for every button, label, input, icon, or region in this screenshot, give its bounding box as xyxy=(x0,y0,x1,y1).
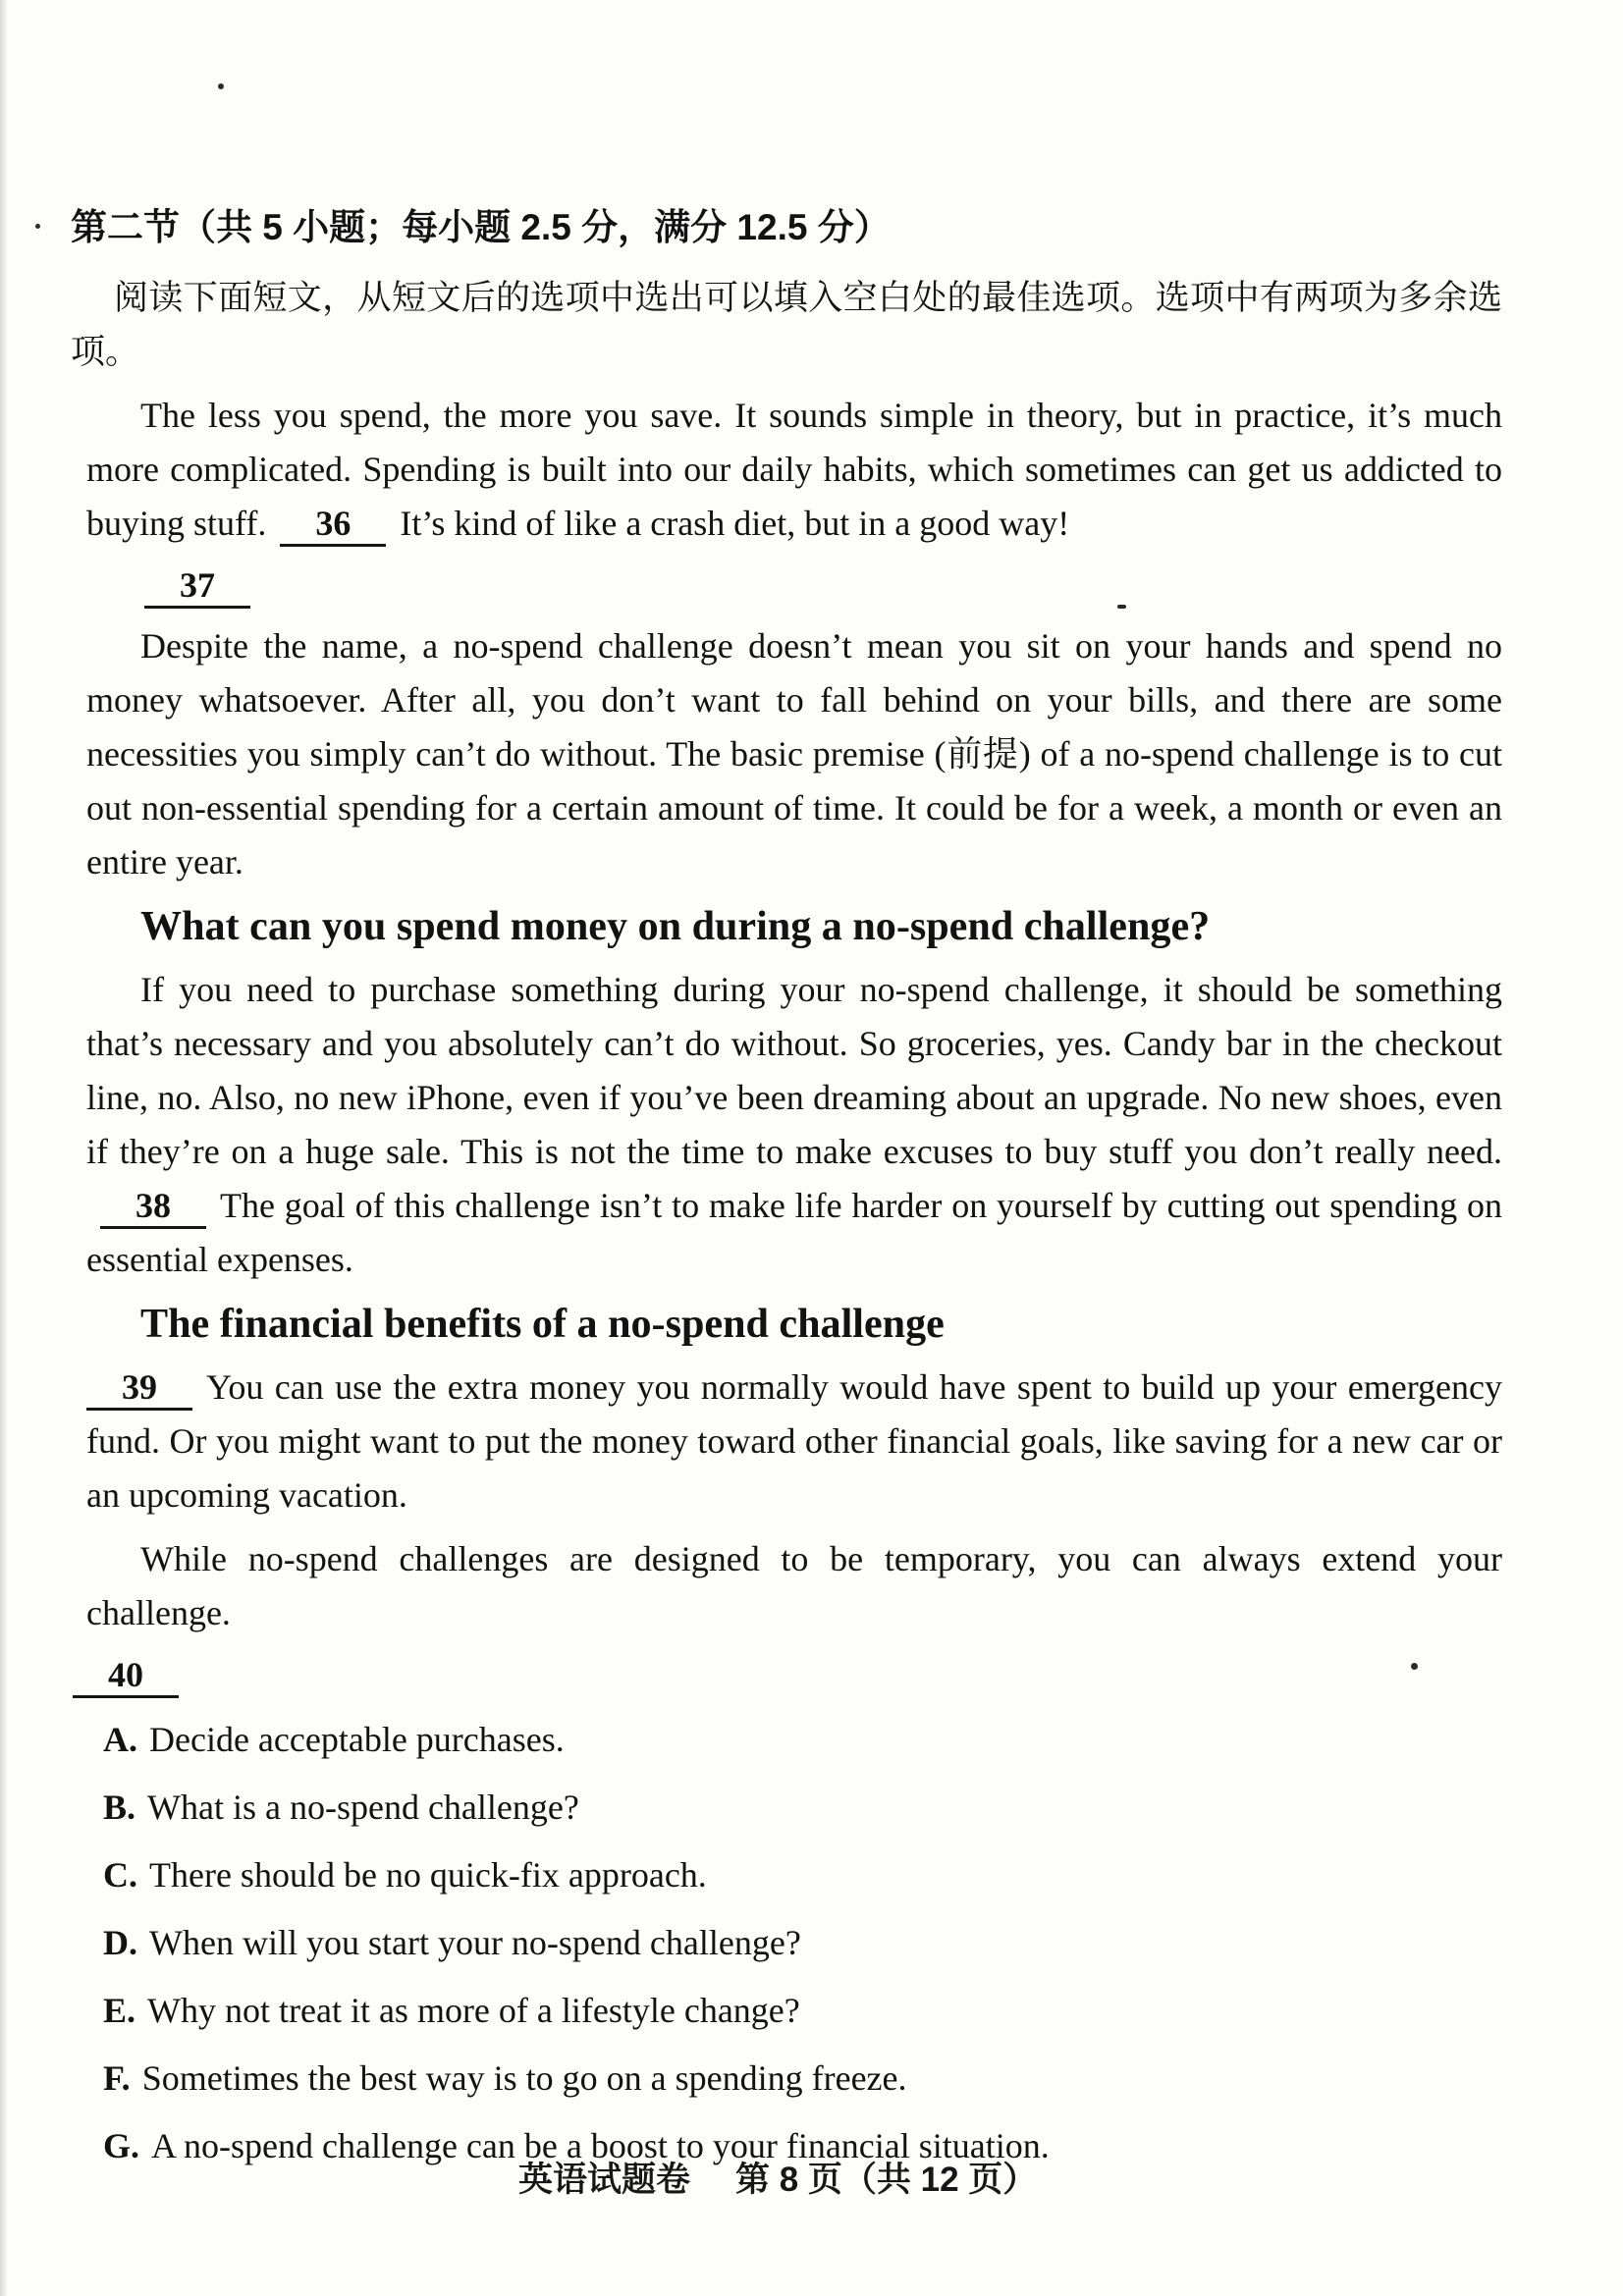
option-text: There should be no quick-fix approach. xyxy=(149,1855,707,1895)
blank-39: 39 xyxy=(86,1366,192,1411)
option-label: C. xyxy=(103,1855,137,1895)
option-text: Sometimes the best way is to go on a spending freeze. xyxy=(141,2058,907,2098)
passage-subheading-2: The financial benefits of a no-spend challenge xyxy=(140,1301,945,1347)
option-label: A. xyxy=(103,1720,137,1759)
option-f xyxy=(103,2052,1502,2106)
option-label: D. xyxy=(103,1923,137,1962)
passage-paragraph-3 xyxy=(86,963,1502,1287)
option-label: G. xyxy=(103,2126,140,2165)
option-label: F. xyxy=(103,2058,131,2098)
section-instructions: 阅读下面短文，从短文后的选项中选出可以填入空白处的最佳选项。选项中有两项为多余选项。 xyxy=(71,279,1502,371)
paragraph-text: The goal of this challenge isn’t to make life harder on yourself by cutting out spending on essential expenses. xyxy=(86,1186,1502,1279)
passage-paragraph-1 xyxy=(86,389,1502,551)
blank-37-line xyxy=(144,564,1502,610)
passage-paragraph-5: While no-spend challenges are designed to be temporary, you can always extend your challenge. xyxy=(86,1539,1502,1632)
section-header: 第二节（共 5 小题；每小题 2.5 分，满分 12.5 分） xyxy=(71,207,891,247)
blank-37: 37 xyxy=(144,564,250,609)
option-label: E. xyxy=(103,1991,136,2030)
blank-38: 38 xyxy=(100,1185,206,1229)
footer-exam-title: 英语试题卷 xyxy=(518,2161,691,2199)
scan-speck xyxy=(35,224,40,229)
scan-speck xyxy=(1411,1663,1418,1670)
scan-speck xyxy=(1117,605,1126,609)
paragraph-text: The less you spend, the more you save. It sounds simple in theory, but in practice, it’s much more complicated. Spending is built into our daily habits, which sometimes can get us addicted to buying stuff. xyxy=(86,396,1502,543)
blank-40: 40 xyxy=(73,1654,179,1698)
paragraph-text: It’s kind of like a crash diet, but in a good way! xyxy=(400,504,1070,543)
passage-paragraph-2: Despite the name, a no-spend challenge doesn’t mean you sit on your hands and spend no money whatsoever. After all, you don’t want to fall behind on your bills, and there are some necessities you simply can’t do without. The basic premise (前提) of a no-spend challenge is to cut out non-essential spending for a certain amount of time. It could be for a week, a month or even an entire year. xyxy=(86,626,1502,881)
option-text: Decide acceptable purchases. xyxy=(149,1720,565,1759)
option-b xyxy=(103,1781,1502,1835)
options-list xyxy=(103,1713,1502,2173)
option-e xyxy=(103,1984,1502,2038)
footer-page-number: 第 8 页（共 12 页） xyxy=(735,2161,1038,2199)
option-text: Why not treat it as more of a lifestyle change? xyxy=(147,1991,800,2030)
blank-40-line xyxy=(73,1654,1502,1699)
passage-subheading-1: What can you spend money on during a no-spend challenge? xyxy=(140,903,1211,949)
option-text: What is a no-spend challenge? xyxy=(147,1788,579,1827)
passage-paragraph-4 xyxy=(86,1361,1502,1522)
scan-edge-artifact xyxy=(0,0,8,2296)
option-d xyxy=(103,1916,1502,1970)
blank-36: 36 xyxy=(280,503,386,547)
scan-speck xyxy=(218,83,224,89)
option-a xyxy=(103,1713,1502,1767)
paragraph-text: You can use the extra money you normally would have spent to build up your emergency fund. Or you might want to put the money toward other financial goals, like saving for a new car or an upcoming vacation. xyxy=(86,1367,1502,1515)
page-footer xyxy=(518,2153,1037,2202)
paragraph-text: If you need to purchase something during your no-spend challenge, it should be something that’s necessary and you absolutely can’t do without. So groceries, yes. Candy bar in the checkout line, no. Also, no new iPhone, even if you’ve been dreaming about an upgrade. No new shoes, even if they’re on a huge sale. This is not the time to make excuses to buy stuff you don’t really need. xyxy=(86,970,1502,1171)
option-label: B. xyxy=(103,1788,136,1827)
option-text: A no-spend challenge can be a boost to your financial situation. xyxy=(151,2126,1050,2165)
option-text: When will you start your no-spend challenge? xyxy=(149,1923,801,1962)
option-c xyxy=(103,1848,1502,1902)
